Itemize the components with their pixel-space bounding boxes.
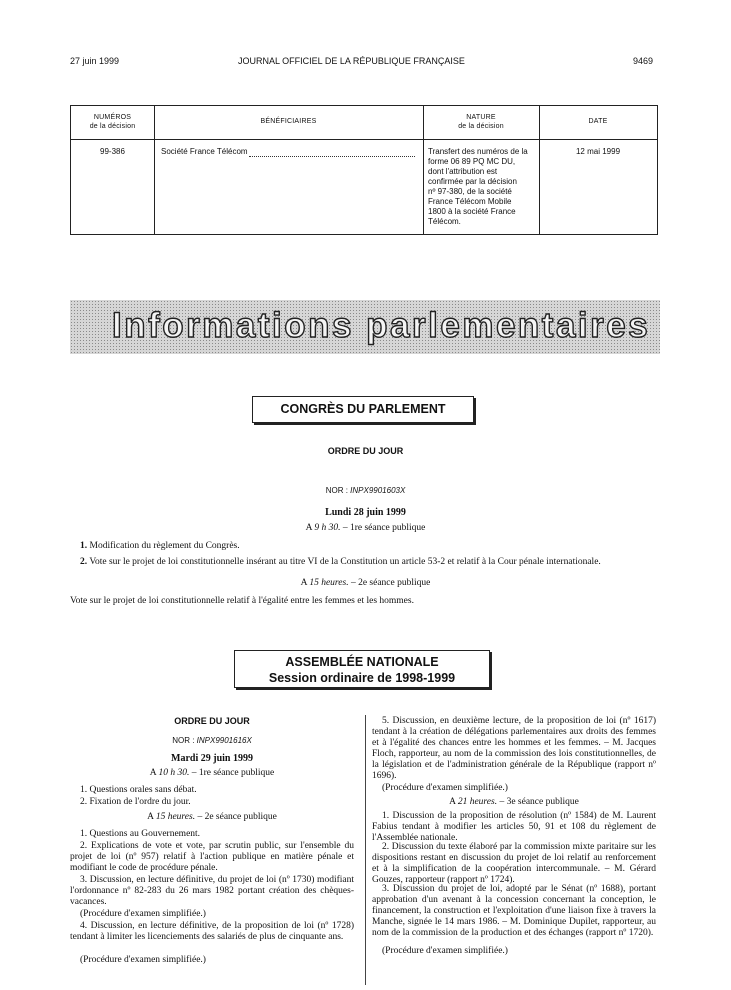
assemblee-seance-2: A 15 heures. – 2e séance publique xyxy=(147,812,277,822)
congres-seance-2: A 15 heures. – 2e séance publique xyxy=(300,578,431,588)
assemblee-seance-3: A 21 heures. – 3e séance publique xyxy=(449,797,579,807)
column-separator xyxy=(365,715,366,985)
congres-title-box: CONGRÈS DU PARLEMENT xyxy=(252,396,474,423)
assemblee-title-box: ASSEMBLÉE NATIONALE Session ordinaire de 1998-1999 xyxy=(234,650,490,688)
column-header-numeros: NUMÉROS de la décision xyxy=(89,114,136,130)
assemblee-s2-item-4: 4. Discussion, en lecture définitive, de la proposition de loi (nº 1728) tendant à limiter les licenciements des salariés de plus de cinquante ans. xyxy=(70,921,354,942)
assemblee-s1-item-1: 1. Questions orales sans débat. xyxy=(80,785,197,795)
assemblee-s2-item-3: 3. Discussion, en lecture définitive, du projet de loi (nº 1730) modifiant l'ordonnance nº 82-283 du 26 mars 1982 portant création des chèques-vacances. xyxy=(70,875,354,907)
congres-nor: NOR : INPX9901603X xyxy=(325,486,406,495)
nature-cell: Transfert des numéros de la forme 06 89 PQ MC DU, dont l'attribution est confirmée par la décision nº 97-380, de la société France Télécom Mobile 1800 à la société France Télécom. xyxy=(428,147,528,226)
assemblee-s2-item-5: 5. Discussion, en deuxième lecture, de la proposition de loi (nº 1617) tendant à la création de délégations parlementaires aux droits des femmes et à l'égalité des chances entre les hommes et les femmes. – M. Jacques Floch, rapporteur, au nom de la commission des lois constitutionnelles, de la législation et de l'administration générale de la République (rapport nº 1696). xyxy=(372,716,656,781)
assemblee-s2-item-2: 2. Explications de vote et vote, par scrutin public, sur l'ensemble du projet de loi (nº 957) relatif à l'action publique en matière pénale et modifiant le code de procédure pénale. xyxy=(70,841,354,873)
decision-table xyxy=(70,105,658,235)
assemblee-s1-item-2: 2. Fixation de l'ordre du jour. xyxy=(80,797,191,807)
congres-date: Lundi 28 juin 1999 xyxy=(325,507,406,518)
assemblee-nor: NOR : INPX9901616X xyxy=(172,736,252,745)
column-header-date: DATE xyxy=(588,118,608,125)
assemblee-date: Mardi 29 juin 1999 xyxy=(171,753,253,764)
congres-vote: Vote sur le projet de loi constitutionnelle relatif à l'égalité entre les femmes et les hommes. xyxy=(70,596,414,606)
assemblee-ordre-du-jour: ORDRE DU JOUR xyxy=(174,716,250,726)
header-date: 27 juin 1999 xyxy=(70,56,120,66)
procedure-note: (Procédure d'examen simplifiée.) xyxy=(382,783,508,793)
date-cell: 12 mai 1999 xyxy=(575,147,621,156)
banner-title: Informations parlementaires xyxy=(112,306,651,345)
procedure-note: (Procédure d'examen simplifiée.) xyxy=(382,946,508,956)
column-header-beneficiaires: BÉNÉFICIAIRES xyxy=(260,118,317,125)
procedure-note: (Procédure d'examen simplifiée.) xyxy=(80,955,206,965)
header-page-number: 9469 xyxy=(633,56,654,66)
column-header-nature: NATURE de la décision xyxy=(458,114,504,130)
section-banner xyxy=(70,300,660,354)
assemblee-s3-item-1: 1. Discussion de la proposition de résolution (nº 1584) de M. Laurent Fabius tendant à modifier les articles 50, 91 et 108 du règlement de l'Assemblée nationale. xyxy=(372,811,656,843)
procedure-note: (Procédure d'examen simplifiée.) xyxy=(80,909,206,919)
assemblee-s3-item-2: 2. Discussion du texte élaboré par la commission mixte paritaire sur les dispositions restant en discussion du projet de loi relatif au renforcement et à la simplification de la coopération intercommunale. – M. Gérard Gouzes, rapporteur (rapport nº 1724). xyxy=(372,842,656,885)
congres-seance-1: A 9 h 30. – 1re séance publique xyxy=(305,523,426,533)
assemblee-s2-item-1: 1. Questions au Gouvernement. xyxy=(80,829,201,839)
congres-ordre-du-jour: ORDRE DU JOUR xyxy=(327,446,404,456)
dot-leader xyxy=(249,156,415,157)
assemblee-s3-item-3: 3. Discussion du projet de loi, adopté par le Sénat (nº 1688), portant approbation d'un avenant à la concession concernant la conception, le financement, la construction et l'exploitation d'une liaison fixe à travers la Manche, signée le 14 mars 1986. – M. Dominique Dupilet, rapporteur, au nom de la commission de la production et des échanges (rapport nº 1720). xyxy=(372,884,656,938)
congres-item-1: 1. Modification du règlement du Congrès. xyxy=(80,541,240,551)
congres-item-2: 2. Vote sur le projet de loi constitutionnelle insérant au titre VI de la Constitution un article 53-2 et relatif à la Cour pénale internationale. xyxy=(80,557,601,567)
assemblee-seance-1: A 10 h 30. – 1re séance publique xyxy=(149,768,275,778)
beneficiary-cell: Société France Télécom xyxy=(161,147,248,156)
decision-number-cell: 99-386 xyxy=(100,147,125,156)
header-journal-title: JOURNAL OFFICIEL DE LA RÉPUBLIQUE FRANÇAISE xyxy=(238,56,465,66)
